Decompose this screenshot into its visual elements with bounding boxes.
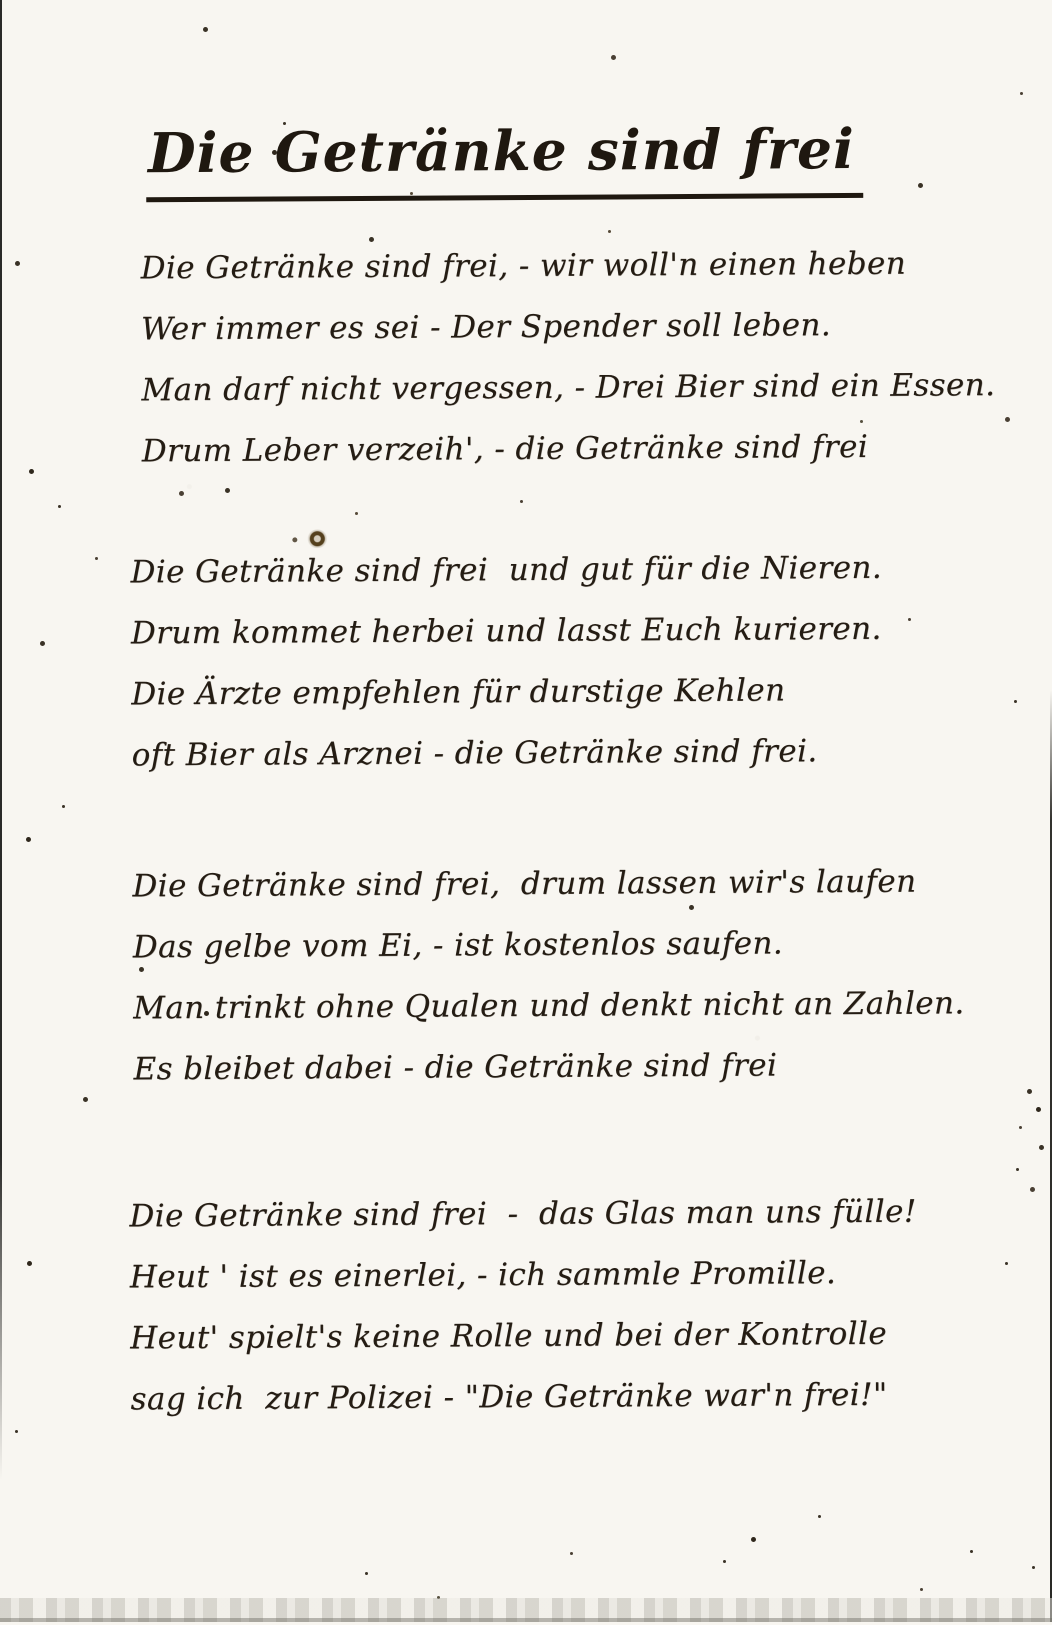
stanza-3 bbox=[132, 851, 965, 1100]
poem-line: Es bleibet dabei - die Getränke sind frei bbox=[133, 1047, 778, 1088]
scan-bottom-band bbox=[0, 1598, 1052, 1622]
poem-line: Man trinkt ohne Qualen und denkt nicht an Zahlen. bbox=[133, 985, 965, 1027]
stanza-4 bbox=[129, 1182, 918, 1431]
poem-line: Die Getränke sind frei und gut für die Nieren. bbox=[130, 549, 883, 591]
poem-line: oft Bier als Arznei - die Getränke sind frei. bbox=[131, 733, 818, 774]
stanza-1 bbox=[140, 233, 995, 482]
poem-line: Man darf nicht vergessen, - Drei Bier sind ein Essen. bbox=[141, 367, 996, 409]
page-title: Die Getränke sind frei bbox=[146, 116, 863, 202]
poem-line: Die Getränke sind frei - das Glas man uns fülle! bbox=[129, 1193, 917, 1235]
poem-line: Wer immer es sei - Der Spender soll leben. bbox=[140, 307, 832, 348]
poem-line: Drum Leber verzeih', - die Getränke sind frei bbox=[141, 428, 869, 470]
poem-line: Die Ärzte empfehlen für durstige Kehlen bbox=[131, 672, 786, 713]
stanza-2 bbox=[130, 538, 883, 787]
poem-line: Das gelbe vom Ei, - ist kostenlos saufen. bbox=[132, 925, 784, 966]
poem-line: Heut' spielt's keine Rolle und bei der Kontrolle bbox=[130, 1315, 888, 1357]
poem-line: Die Getränke sind frei, drum lassen wir's laufen bbox=[132, 863, 917, 905]
scan-edge-left bbox=[0, 0, 2, 1480]
poem-line: sag ich zur Polizei - "Die Getränke war'n frei!" bbox=[130, 1376, 888, 1418]
poem-line: Die Getränke sind frei, - wir woll'n einen heben bbox=[140, 245, 907, 287]
poem-line: Drum kommet herbei und lasst Euch kurieren. bbox=[130, 610, 882, 652]
poem-line: Heut ' ist es einerlei, - ich sammle Promille. bbox=[129, 1255, 837, 1296]
